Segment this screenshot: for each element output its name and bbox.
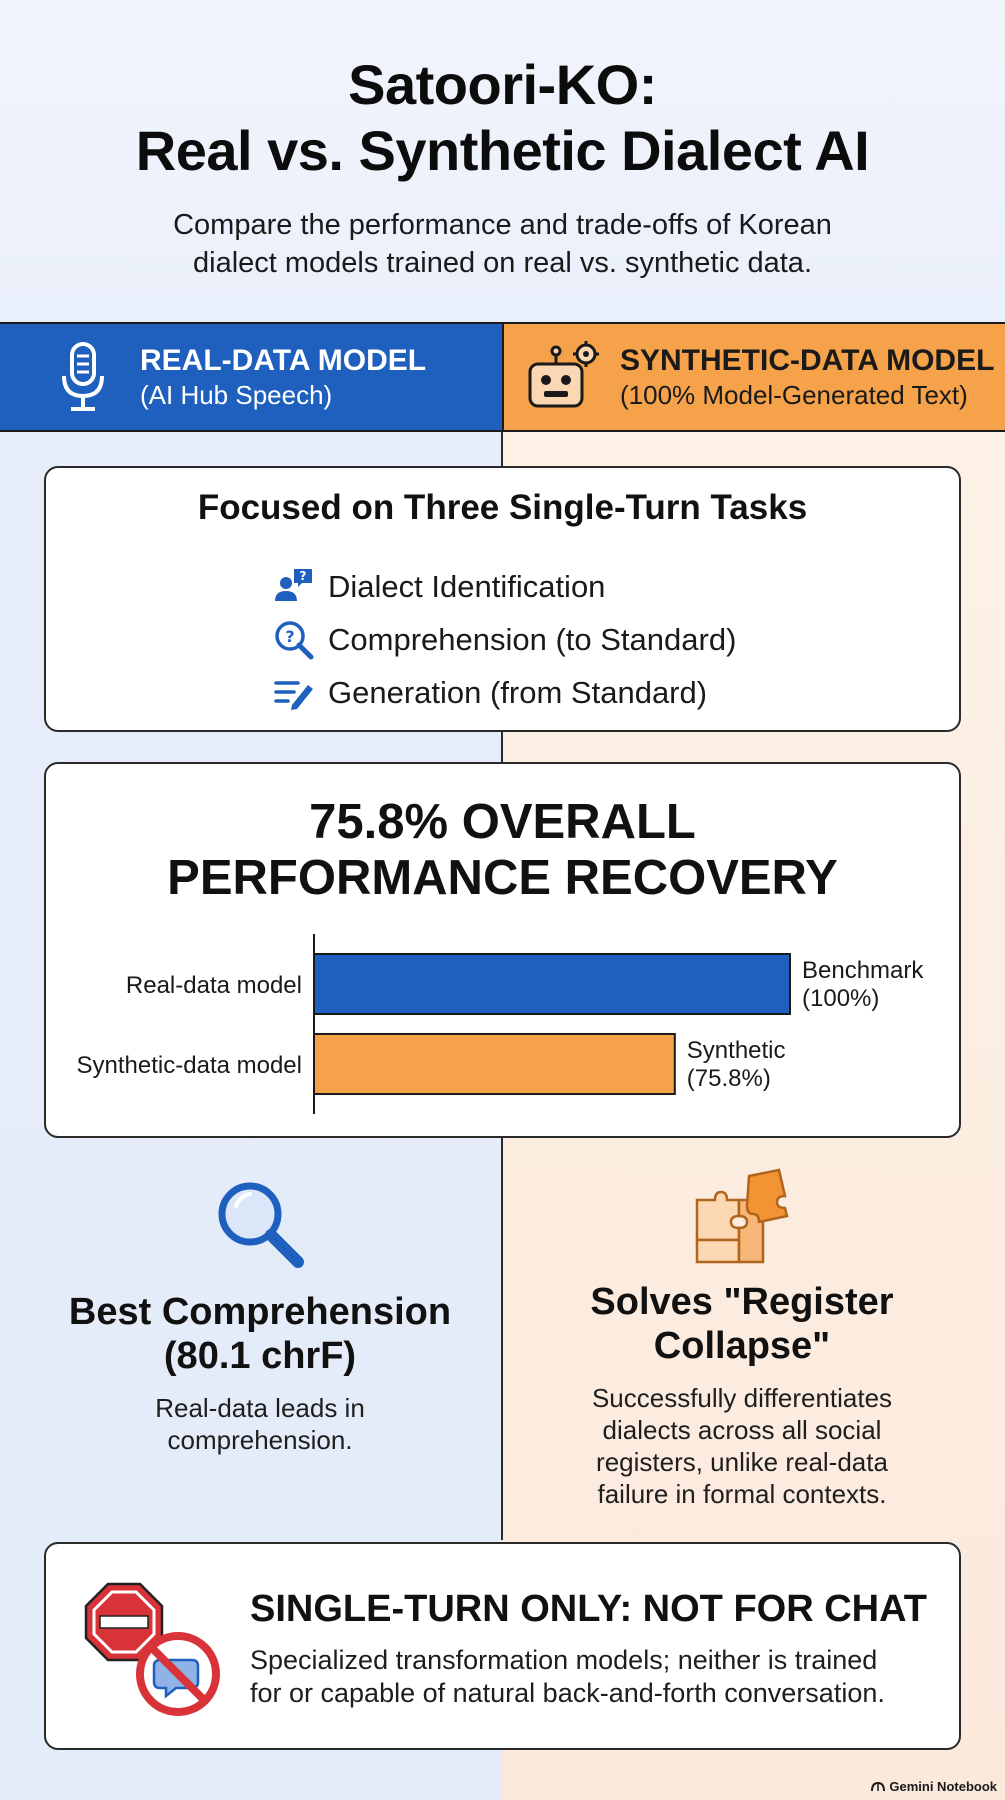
value-label: Benchmark (100%) — [802, 957, 924, 1012]
category-label: Real-data model — [125, 972, 302, 999]
robot-gear-icon — [524, 338, 602, 416]
register-desc-line1: Successfully differentiates — [591, 1383, 893, 1413]
warning-card — [44, 1542, 961, 1750]
tasks-card — [44, 466, 961, 732]
performance-card — [44, 762, 961, 1138]
person-question-icon — [272, 565, 316, 609]
register-desc-line2: dialects across all social — [602, 1415, 882, 1445]
task-label: Dialect Identification — [328, 568, 606, 604]
page-title — [0, 52, 1005, 184]
puzzle-icon — [687, 1166, 797, 1266]
microphone-icon — [44, 338, 122, 416]
warning-desc-line1: Specialized transformation models; neither is trained — [250, 1645, 878, 1675]
task-list — [272, 560, 736, 719]
subtitle-line1: Compare the performance and trade-offs of Korean — [173, 209, 832, 241]
tasks-title: Focused on Three Single-Turn Tasks — [197, 488, 808, 527]
footer-brand — [871, 1779, 997, 1794]
performance-bar-chart — [46, 764, 959, 1136]
register-title-line1: Solves "Register — [590, 1281, 894, 1323]
page-title-line2: Real vs. Synthetic Dialect AI — [135, 119, 870, 182]
real-data-subtitle: (AI Hub Speech) — [140, 380, 333, 410]
no-chat-icon — [80, 1578, 230, 1718]
task-label: Generation (from Standard) — [328, 674, 708, 710]
register-collapse-feature — [522, 1166, 962, 1510]
performance-title-line1: 75.8% OVERALL — [309, 795, 696, 849]
comprehension-feature — [40, 1176, 480, 1456]
value-label: Synthetic (75.8%) — [686, 1037, 786, 1092]
comprehension-desc-line1: Real-data leads in — [155, 1393, 365, 1423]
warning-title: SINGLE-TURN ONLY: NOT FOR CHAT — [250, 1588, 927, 1630]
list-item — [272, 666, 736, 719]
comprehension-desc-line2: comprehension. — [167, 1425, 353, 1455]
synthetic-data-subtitle: (100% Model-Generated Text) — [620, 380, 968, 410]
page-title-line1: Satoori-KO: — [348, 53, 657, 116]
svg-text:?: ? — [299, 568, 307, 583]
register-collapse-description — [522, 1382, 962, 1510]
task-label: Comprehension (to Standard) — [328, 621, 737, 657]
list-item — [272, 613, 736, 666]
comprehension-description — [40, 1392, 480, 1456]
page-subtitle — [0, 206, 1005, 282]
svg-text:?: ? — [285, 626, 295, 646]
register-title-line2: Collapse" — [653, 1325, 831, 1367]
register-desc-line4: failure in formal contexts. — [597, 1479, 887, 1509]
real-data-band — [0, 322, 502, 432]
comprehension-title-line2: (80.1 chrF) — [163, 1335, 357, 1377]
real-data-title: REAL-DATA MODEL — [140, 344, 427, 377]
category-label: Synthetic-data model — [76, 1052, 302, 1079]
warning-description — [250, 1644, 940, 1710]
register-collapse-title — [522, 1280, 962, 1368]
comprehension-title-line1: Best Comprehension — [68, 1291, 452, 1333]
magnifier-icon — [210, 1176, 310, 1276]
comprehension-title — [40, 1290, 480, 1378]
warning-desc-line2: for or capable of natural back-and-forth conversation. — [250, 1678, 885, 1708]
list-item — [272, 560, 736, 613]
synthetic-data-band — [502, 322, 1005, 432]
footer-label: Gemini Notebook — [889, 1779, 997, 1794]
gemini-notebook-icon — [871, 1782, 885, 1792]
register-desc-line3: registers, unlike real-data — [596, 1447, 888, 1477]
synthetic-data-title: SYNTHETIC-DATA MODEL — [620, 344, 995, 377]
subtitle-line2: dialect models trained on real vs. synthetic data. — [193, 247, 812, 279]
magnifier-question-icon — [272, 618, 316, 662]
bar-real-data — [314, 954, 790, 1014]
performance-title-line2: PERFORMANCE RECOVERY — [167, 851, 838, 905]
text-pen-icon — [272, 671, 316, 715]
bar-synthetic-data — [314, 1034, 675, 1094]
